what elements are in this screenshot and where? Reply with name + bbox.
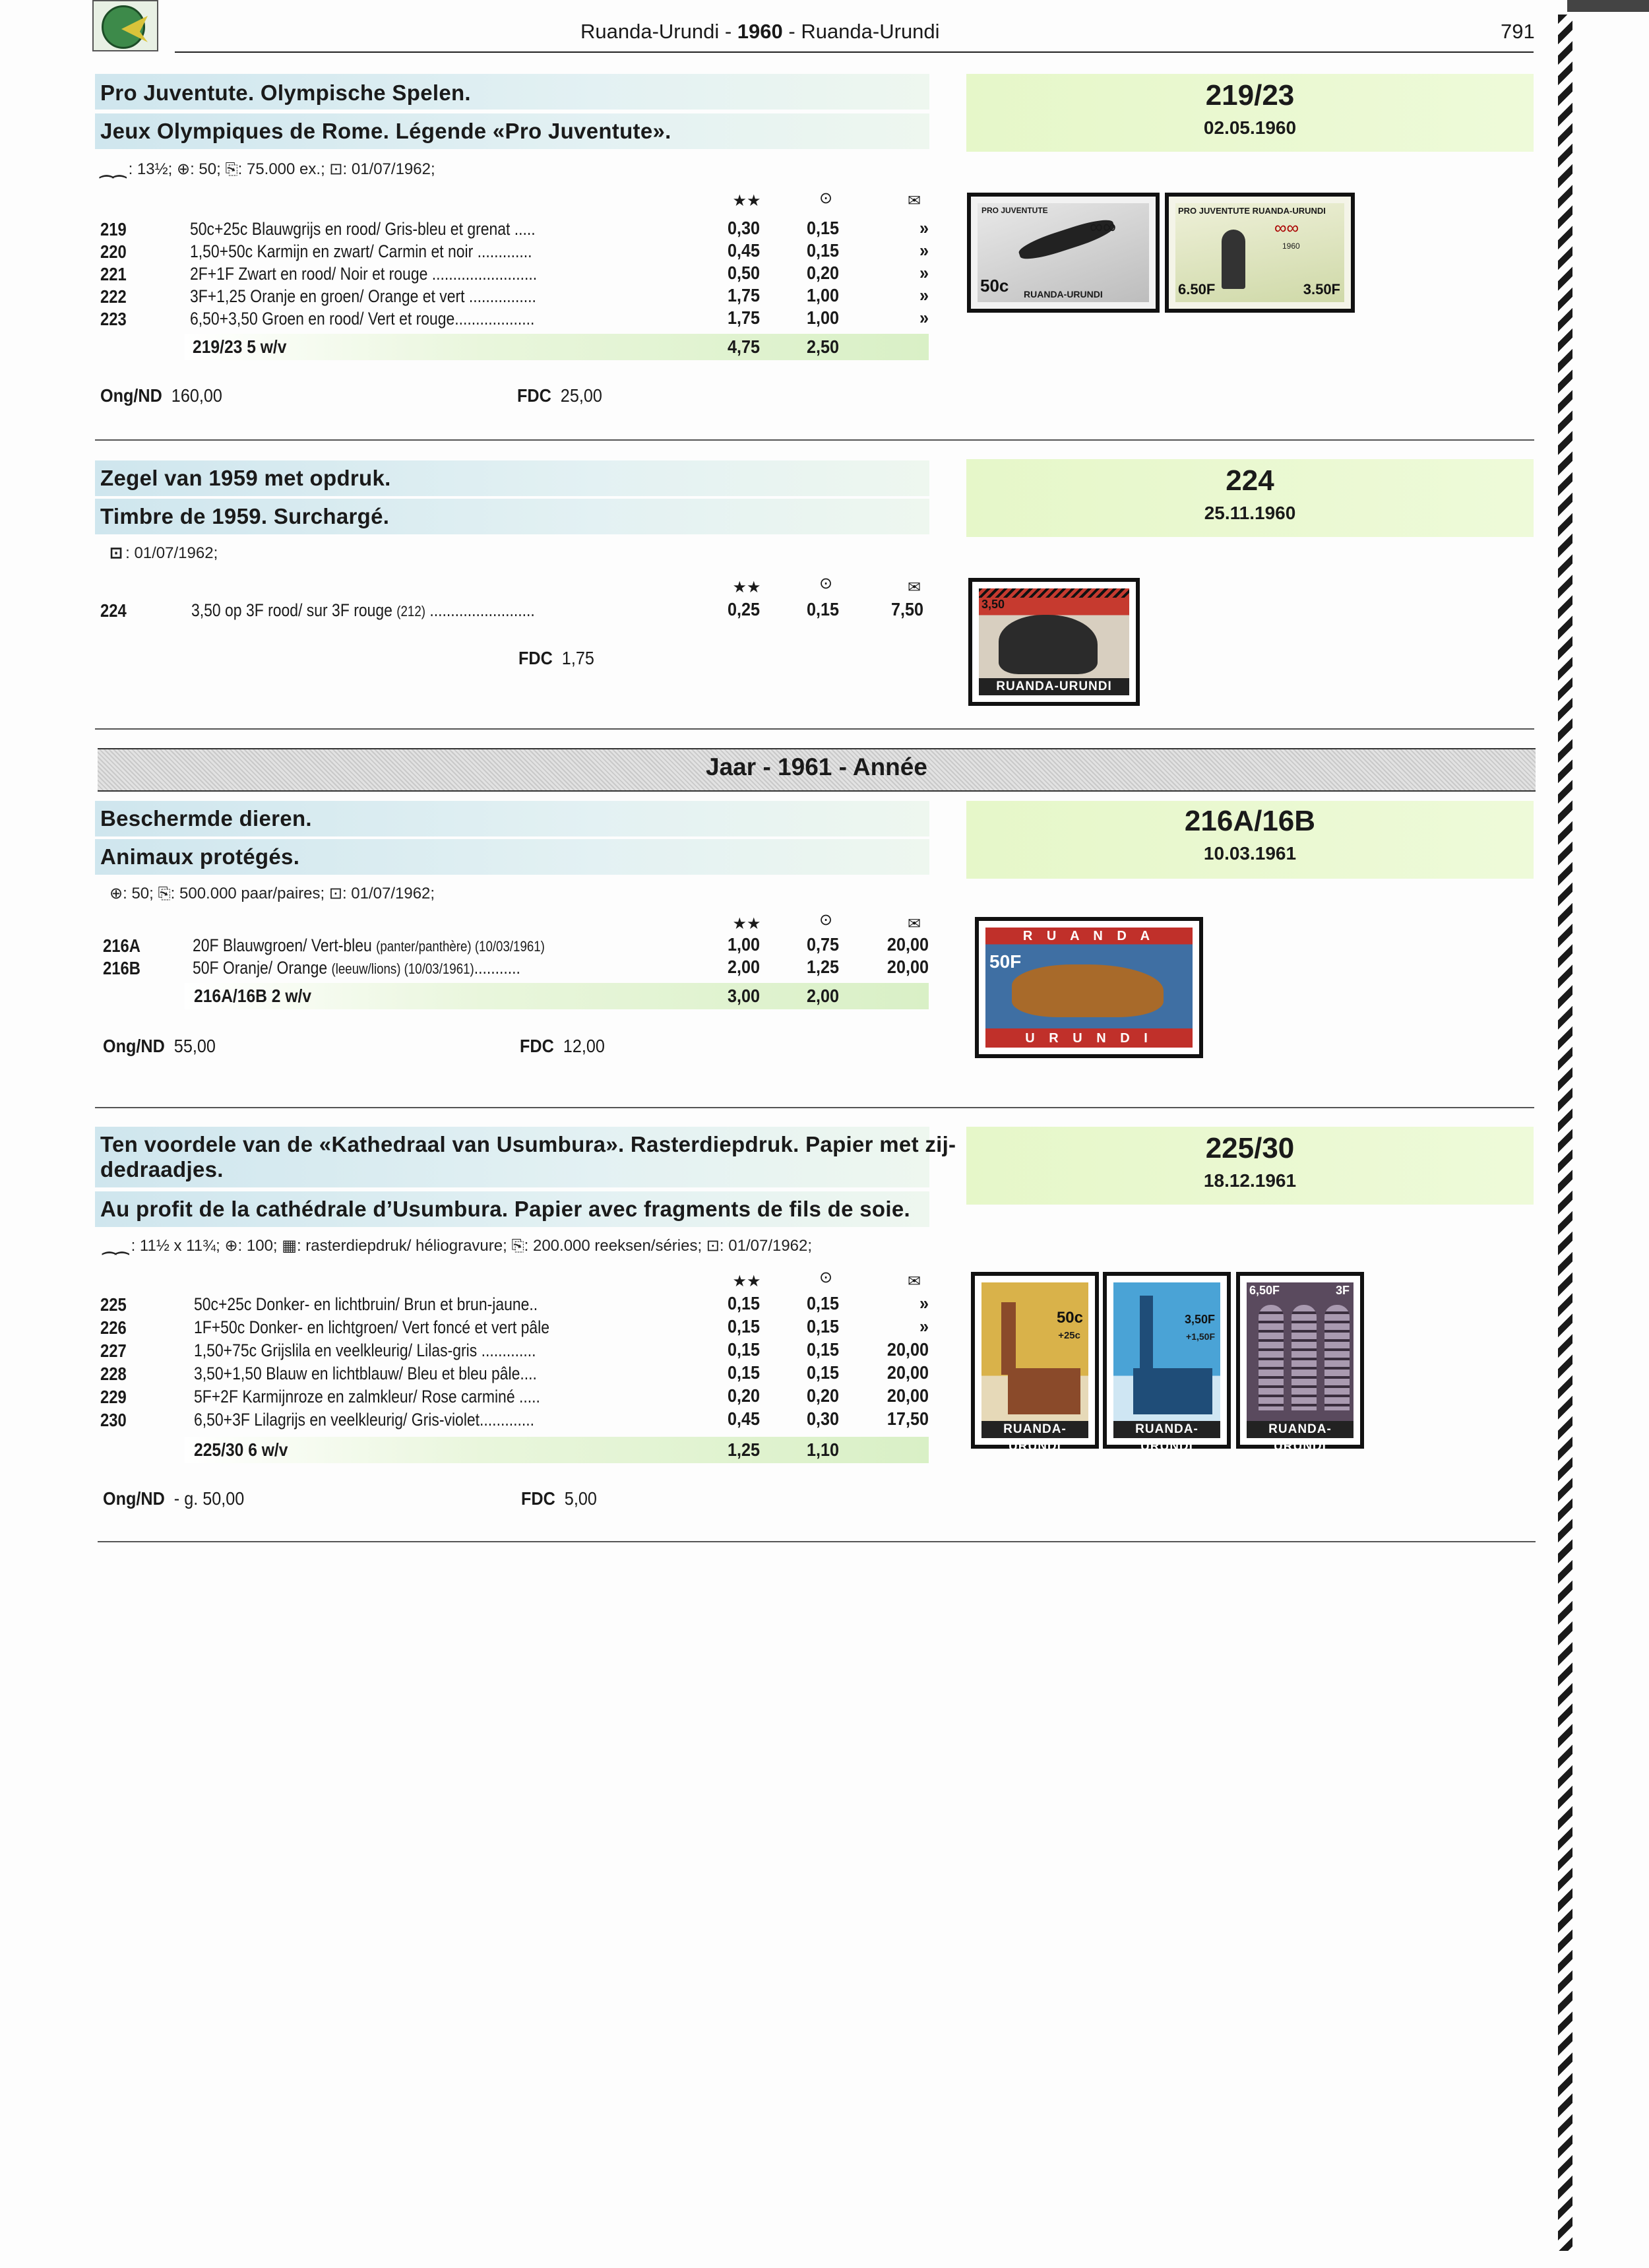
calendar-icon: ⊡ bbox=[109, 544, 123, 562]
cathedral-figure bbox=[1133, 1368, 1212, 1414]
stamp-image-225 bbox=[971, 1272, 1099, 1453]
price-cover: » bbox=[919, 240, 929, 261]
price-cover: » bbox=[919, 1293, 929, 1313]
catalogue-number: 216A/16B bbox=[1184, 805, 1316, 837]
stamp-number: 224 bbox=[100, 600, 127, 621]
stamp-country: RUANDA-URUNDI bbox=[1247, 1421, 1353, 1438]
section-title-fr: Au profit de la cathédrale d’Usumbura. Papier avec fragments de fils de soie. bbox=[100, 1197, 910, 1221]
publisher-logo bbox=[92, 0, 158, 51]
price-used: 1,25 bbox=[806, 957, 839, 977]
price-used: 0,15 bbox=[806, 599, 839, 619]
price-used: 0,75 bbox=[806, 934, 839, 955]
page-edge-shadow bbox=[1567, 0, 1649, 12]
ongnd-price: Ong/ND 160,00 bbox=[100, 385, 222, 406]
stamp-image-228 bbox=[1103, 1272, 1231, 1453]
athlete-figure bbox=[1222, 230, 1245, 289]
col-used: ⊙ bbox=[819, 911, 833, 929]
col-used: ⊙ bbox=[819, 575, 833, 592]
stamp-surcharge: 3.50F bbox=[1303, 281, 1340, 298]
section-title-nl: Ten voordele van de «Kathedraal van Usumbura». Rasterdiepdruk. Papier met zij- dedraadjes. bbox=[100, 1132, 956, 1181]
col-cover: ✉ bbox=[907, 192, 921, 210]
price-cover: 20,00 bbox=[887, 934, 929, 955]
stamp-number: 228 bbox=[100, 1364, 127, 1384]
cathedral-figure bbox=[1008, 1368, 1080, 1414]
stamp-description: 6,50+3F Lilagrijs en veelkleurig/ Gris-violet............. bbox=[194, 1410, 534, 1430]
section-title-nl: Beschermde dieren. bbox=[100, 806, 312, 831]
stamp-description: 3,50+1,50 Blauw en lichtblauw/ Bleu et bleu pâle.... bbox=[194, 1364, 537, 1383]
price-mint: 0,45 bbox=[727, 1408, 760, 1429]
stamp-value: 6.50F bbox=[1178, 281, 1216, 298]
stamp-description: 5F+2F Karmijnroze en zalmkleur/ Rose carminé ..... bbox=[194, 1387, 540, 1406]
page-number: 791 bbox=[1501, 20, 1535, 43]
stained-glass-window bbox=[1324, 1305, 1350, 1410]
stamp-image-219 bbox=[967, 193, 1160, 313]
total-label: 219/23 5 w/v bbox=[193, 336, 287, 357]
stamp-country: RUANDA-URUNDI bbox=[979, 678, 1129, 695]
section-title-nl: Zegel van 1959 met opdruk. bbox=[100, 466, 391, 490]
stamp-surcharge: +1,50F bbox=[1186, 1331, 1215, 1342]
tower-figure bbox=[1140, 1296, 1153, 1375]
tower-figure bbox=[1001, 1302, 1016, 1375]
section-divider bbox=[95, 1107, 1534, 1108]
issue-meta: ⁔⁔ : 13½; ⊕: 50; ⎘: 75.000 ex.; ⊡: 01/07/1962; bbox=[100, 160, 435, 178]
overprint-bars bbox=[979, 588, 1129, 598]
stamp-value: 3,50 bbox=[981, 598, 1005, 611]
price-mint: 0,45 bbox=[727, 240, 760, 261]
total-mint: 1,25 bbox=[727, 1439, 760, 1460]
elephant-figure bbox=[999, 615, 1098, 674]
stamp-image-223 bbox=[1165, 193, 1355, 313]
price-mint: 1,75 bbox=[727, 307, 760, 328]
olympic-rings-icon: ∞∞ bbox=[1090, 216, 1116, 237]
col-cover: ✉ bbox=[907, 915, 921, 933]
stamp-image-216B bbox=[975, 917, 1203, 1058]
col-used: ⊙ bbox=[819, 189, 833, 207]
section-divider bbox=[98, 1541, 1536, 1542]
stamp-description: 2F+1F Zwart en rood/ Noir et rouge ......................... bbox=[190, 264, 538, 284]
issue-date: 02.05.1960 bbox=[1203, 117, 1297, 138]
stamp-number: 216B bbox=[103, 958, 140, 978]
stamp-number: 227 bbox=[100, 1340, 127, 1361]
section-title-fr: Jeux Olympiques de Rome. Légende «Pro Juventute». bbox=[100, 119, 671, 143]
stamp-country: RUANDA-URUNDI bbox=[1113, 1421, 1220, 1438]
stamp-number: 221 bbox=[100, 264, 127, 284]
stamp-text: PRO JUVENTUTE RUANDA-URUNDI bbox=[1178, 206, 1326, 216]
section-title-nl: Pro Juventute. Olympische Spelen. bbox=[100, 80, 471, 105]
stamp-country: RUANDA-URUNDI bbox=[1024, 289, 1103, 299]
stamp-number: 219 bbox=[100, 219, 127, 239]
stamp-description: 50c+25c Blauwgrijs en rood/ Gris-bleu et grenat ..... bbox=[190, 219, 536, 239]
total-used: 2,50 bbox=[806, 336, 839, 357]
stamp-number: 223 bbox=[100, 309, 127, 329]
issue-date: 25.11.1960 bbox=[1204, 503, 1296, 523]
fdc-price: FDC 1,75 bbox=[518, 648, 594, 668]
header-divider bbox=[175, 51, 1534, 53]
price-mint: 0,50 bbox=[727, 263, 760, 283]
fdc-price: FDC 25,00 bbox=[517, 385, 602, 406]
stamp-description: 3,50 op 3F rood/ sur 3F rouge (212) ......................... bbox=[191, 600, 535, 620]
price-used: 0,15 bbox=[806, 240, 839, 261]
col-mint: ★★ bbox=[732, 915, 761, 933]
fdc-price: FDC 12,00 bbox=[520, 1036, 605, 1056]
col-mint: ★★ bbox=[732, 1273, 761, 1290]
price-mint: 0,15 bbox=[727, 1339, 760, 1360]
price-cover: 20,00 bbox=[887, 1385, 929, 1406]
price-mint: 0,15 bbox=[727, 1362, 760, 1383]
total-mint: 3,00 bbox=[727, 986, 760, 1006]
stamp-surcharge: 3F bbox=[1335, 1284, 1350, 1297]
total-label: 216A/16B 2 w/v bbox=[194, 986, 312, 1006]
col-used: ⊙ bbox=[819, 1269, 833, 1286]
section-title-fr: Animaux protégés. bbox=[100, 844, 300, 869]
stamp-value: 6,50F bbox=[1249, 1284, 1280, 1297]
stained-glass-window bbox=[1259, 1305, 1284, 1410]
stamp-surcharge: +25c bbox=[1058, 1330, 1080, 1341]
stamp-description: 50F Oranje/ Orange (leeuw/lions) (10/03/1961)........... bbox=[193, 958, 520, 978]
issue-meta: ⁔⁔ : 11½ x 11¾; ⊕: 100; ▦: rasterdiepdruk/ héliogravure; ⎘: 200.000 reeksen/séries; ⊡: 01/07/1962; bbox=[103, 1237, 813, 1255]
price-cover: 17,50 bbox=[887, 1408, 929, 1429]
price-mint: 1,75 bbox=[727, 285, 760, 305]
issue-date: 18.12.1961 bbox=[1203, 1170, 1297, 1191]
stamp-value: 3,50F bbox=[1184, 1313, 1215, 1326]
stamp-description: 1F+50c Donker- en lichtgroen/ Vert foncé et vert pâle bbox=[194, 1317, 549, 1337]
price-used: 1,00 bbox=[806, 307, 839, 328]
price-cover: » bbox=[919, 307, 929, 328]
price-cover: » bbox=[919, 1316, 929, 1337]
price-mint: 0,15 bbox=[727, 1293, 760, 1313]
price-mint: 0,15 bbox=[727, 1316, 760, 1337]
stamp-number: 225 bbox=[100, 1294, 127, 1315]
col-cover: ✉ bbox=[907, 579, 921, 596]
perforation-icon: ⁔⁔ bbox=[103, 1237, 129, 1255]
price-cover: 20,00 bbox=[887, 1339, 929, 1360]
price-cover: » bbox=[919, 263, 929, 283]
stamp-country-bottom: U R U N D I bbox=[1025, 1031, 1153, 1046]
section-title-fr: Timbre de 1959. Surchargé. bbox=[100, 504, 390, 528]
price-cover: 20,00 bbox=[887, 957, 929, 977]
price-used: 0,20 bbox=[806, 263, 839, 283]
catalogue-number: 219/23 bbox=[1205, 79, 1295, 111]
price-used: 0,20 bbox=[806, 1385, 839, 1406]
price-mint: 0,20 bbox=[727, 1385, 760, 1406]
stamp-number: 230 bbox=[100, 1410, 127, 1430]
price-mint: 0,25 bbox=[727, 599, 760, 619]
stamp-value: 50c bbox=[980, 276, 1009, 296]
stamp-country: RUANDA-URUNDI bbox=[981, 1421, 1088, 1438]
section-divider bbox=[95, 439, 1534, 441]
stamp-description: 1,50+50c Karmijn en zwart/ Carmin et noir ............. bbox=[190, 241, 532, 261]
stamp-description: 20F Blauwgroen/ Vert-bleu (panter/panthère) (10/03/1961) bbox=[193, 935, 545, 955]
price-cover: 7,50 bbox=[890, 599, 923, 619]
price-used: 0,15 bbox=[806, 218, 839, 238]
price-mint: 0,30 bbox=[727, 218, 760, 238]
binding-stripe bbox=[1558, 15, 1572, 2251]
lion-figure bbox=[1012, 964, 1164, 1017]
issue-date: 10.03.1961 bbox=[1203, 843, 1297, 864]
year-heading: Jaar - 1961 - Année bbox=[706, 753, 927, 780]
stamp-number: 220 bbox=[100, 241, 127, 262]
stamp-description: 50c+25c Donker- en lichtbruin/ Brun et brun-jaune.. bbox=[194, 1294, 538, 1314]
price-mint: 2,00 bbox=[727, 957, 760, 977]
col-cover: ✉ bbox=[907, 1273, 921, 1290]
price-mint: 1,00 bbox=[727, 934, 760, 955]
total-used: 2,00 bbox=[806, 986, 839, 1006]
olympic-rings-icon: ∞∞ bbox=[1274, 218, 1299, 237]
stamp-number: 226 bbox=[100, 1317, 127, 1338]
stamp-number: 229 bbox=[100, 1387, 127, 1407]
fdc-price: FDC 5,00 bbox=[521, 1488, 597, 1509]
stamp-value: 50c bbox=[1056, 1309, 1083, 1327]
price-used: 0,15 bbox=[806, 1362, 839, 1383]
stamp-value: 50F bbox=[989, 951, 1022, 972]
total-mint: 4,75 bbox=[727, 336, 760, 357]
price-used: 0,15 bbox=[806, 1339, 839, 1360]
price-cover: 20,00 bbox=[887, 1362, 929, 1383]
stained-glass-window bbox=[1291, 1305, 1317, 1410]
page-header-title: Ruanda-Urundi - 1960 - Ruanda-Urundi bbox=[580, 20, 940, 43]
stamp-image-230 bbox=[1236, 1272, 1364, 1453]
stamp-number: 216A bbox=[103, 935, 140, 956]
price-used: 0,30 bbox=[806, 1408, 839, 1429]
stamp-image-224 bbox=[968, 578, 1140, 706]
catalogue-number: 224 bbox=[1226, 464, 1274, 497]
ongnd-price: Ong/ND 55,00 bbox=[103, 1036, 216, 1056]
price-used: 1,00 bbox=[806, 285, 839, 305]
total-label: 225/30 6 w/v bbox=[194, 1439, 288, 1460]
price-cover: » bbox=[919, 285, 929, 305]
stamp-text: PRO JUVENTUTE bbox=[981, 206, 1048, 215]
col-mint: ★★ bbox=[732, 579, 761, 596]
stamp-year: 1960 bbox=[1282, 241, 1300, 251]
price-used: 0,15 bbox=[806, 1293, 839, 1313]
price-used: 0,15 bbox=[806, 1316, 839, 1337]
stamp-description: 3F+1,25 Oranje en groen/ Orange et vert ................ bbox=[190, 286, 536, 306]
issue-meta: ⊕: 50; ⎘: 500.000 paar/paires; ⊡: 01/07/1962; bbox=[109, 885, 435, 902]
perforation-icon: ⁔⁔ bbox=[100, 160, 126, 178]
stamp-description: 1,50+75c Grijslila en veelkleurig/ Lilas-gris ............. bbox=[194, 1340, 536, 1360]
issue-meta: ⊡ : 01/07/1962; bbox=[109, 544, 218, 562]
stamp-number: 222 bbox=[100, 286, 127, 307]
stamp-description: 6,50+3,50 Groen en rood/ Vert et rouge................... bbox=[190, 309, 535, 329]
col-mint: ★★ bbox=[732, 192, 761, 210]
total-used: 1,10 bbox=[806, 1439, 839, 1460]
stamp-country-top: R U A N D A bbox=[1022, 929, 1156, 943]
section-divider bbox=[95, 728, 1534, 730]
catalogue-number: 225/30 bbox=[1205, 1132, 1295, 1164]
ongnd-price: Ong/ND - g. 50,00 bbox=[103, 1488, 245, 1509]
price-cover: » bbox=[919, 218, 929, 238]
